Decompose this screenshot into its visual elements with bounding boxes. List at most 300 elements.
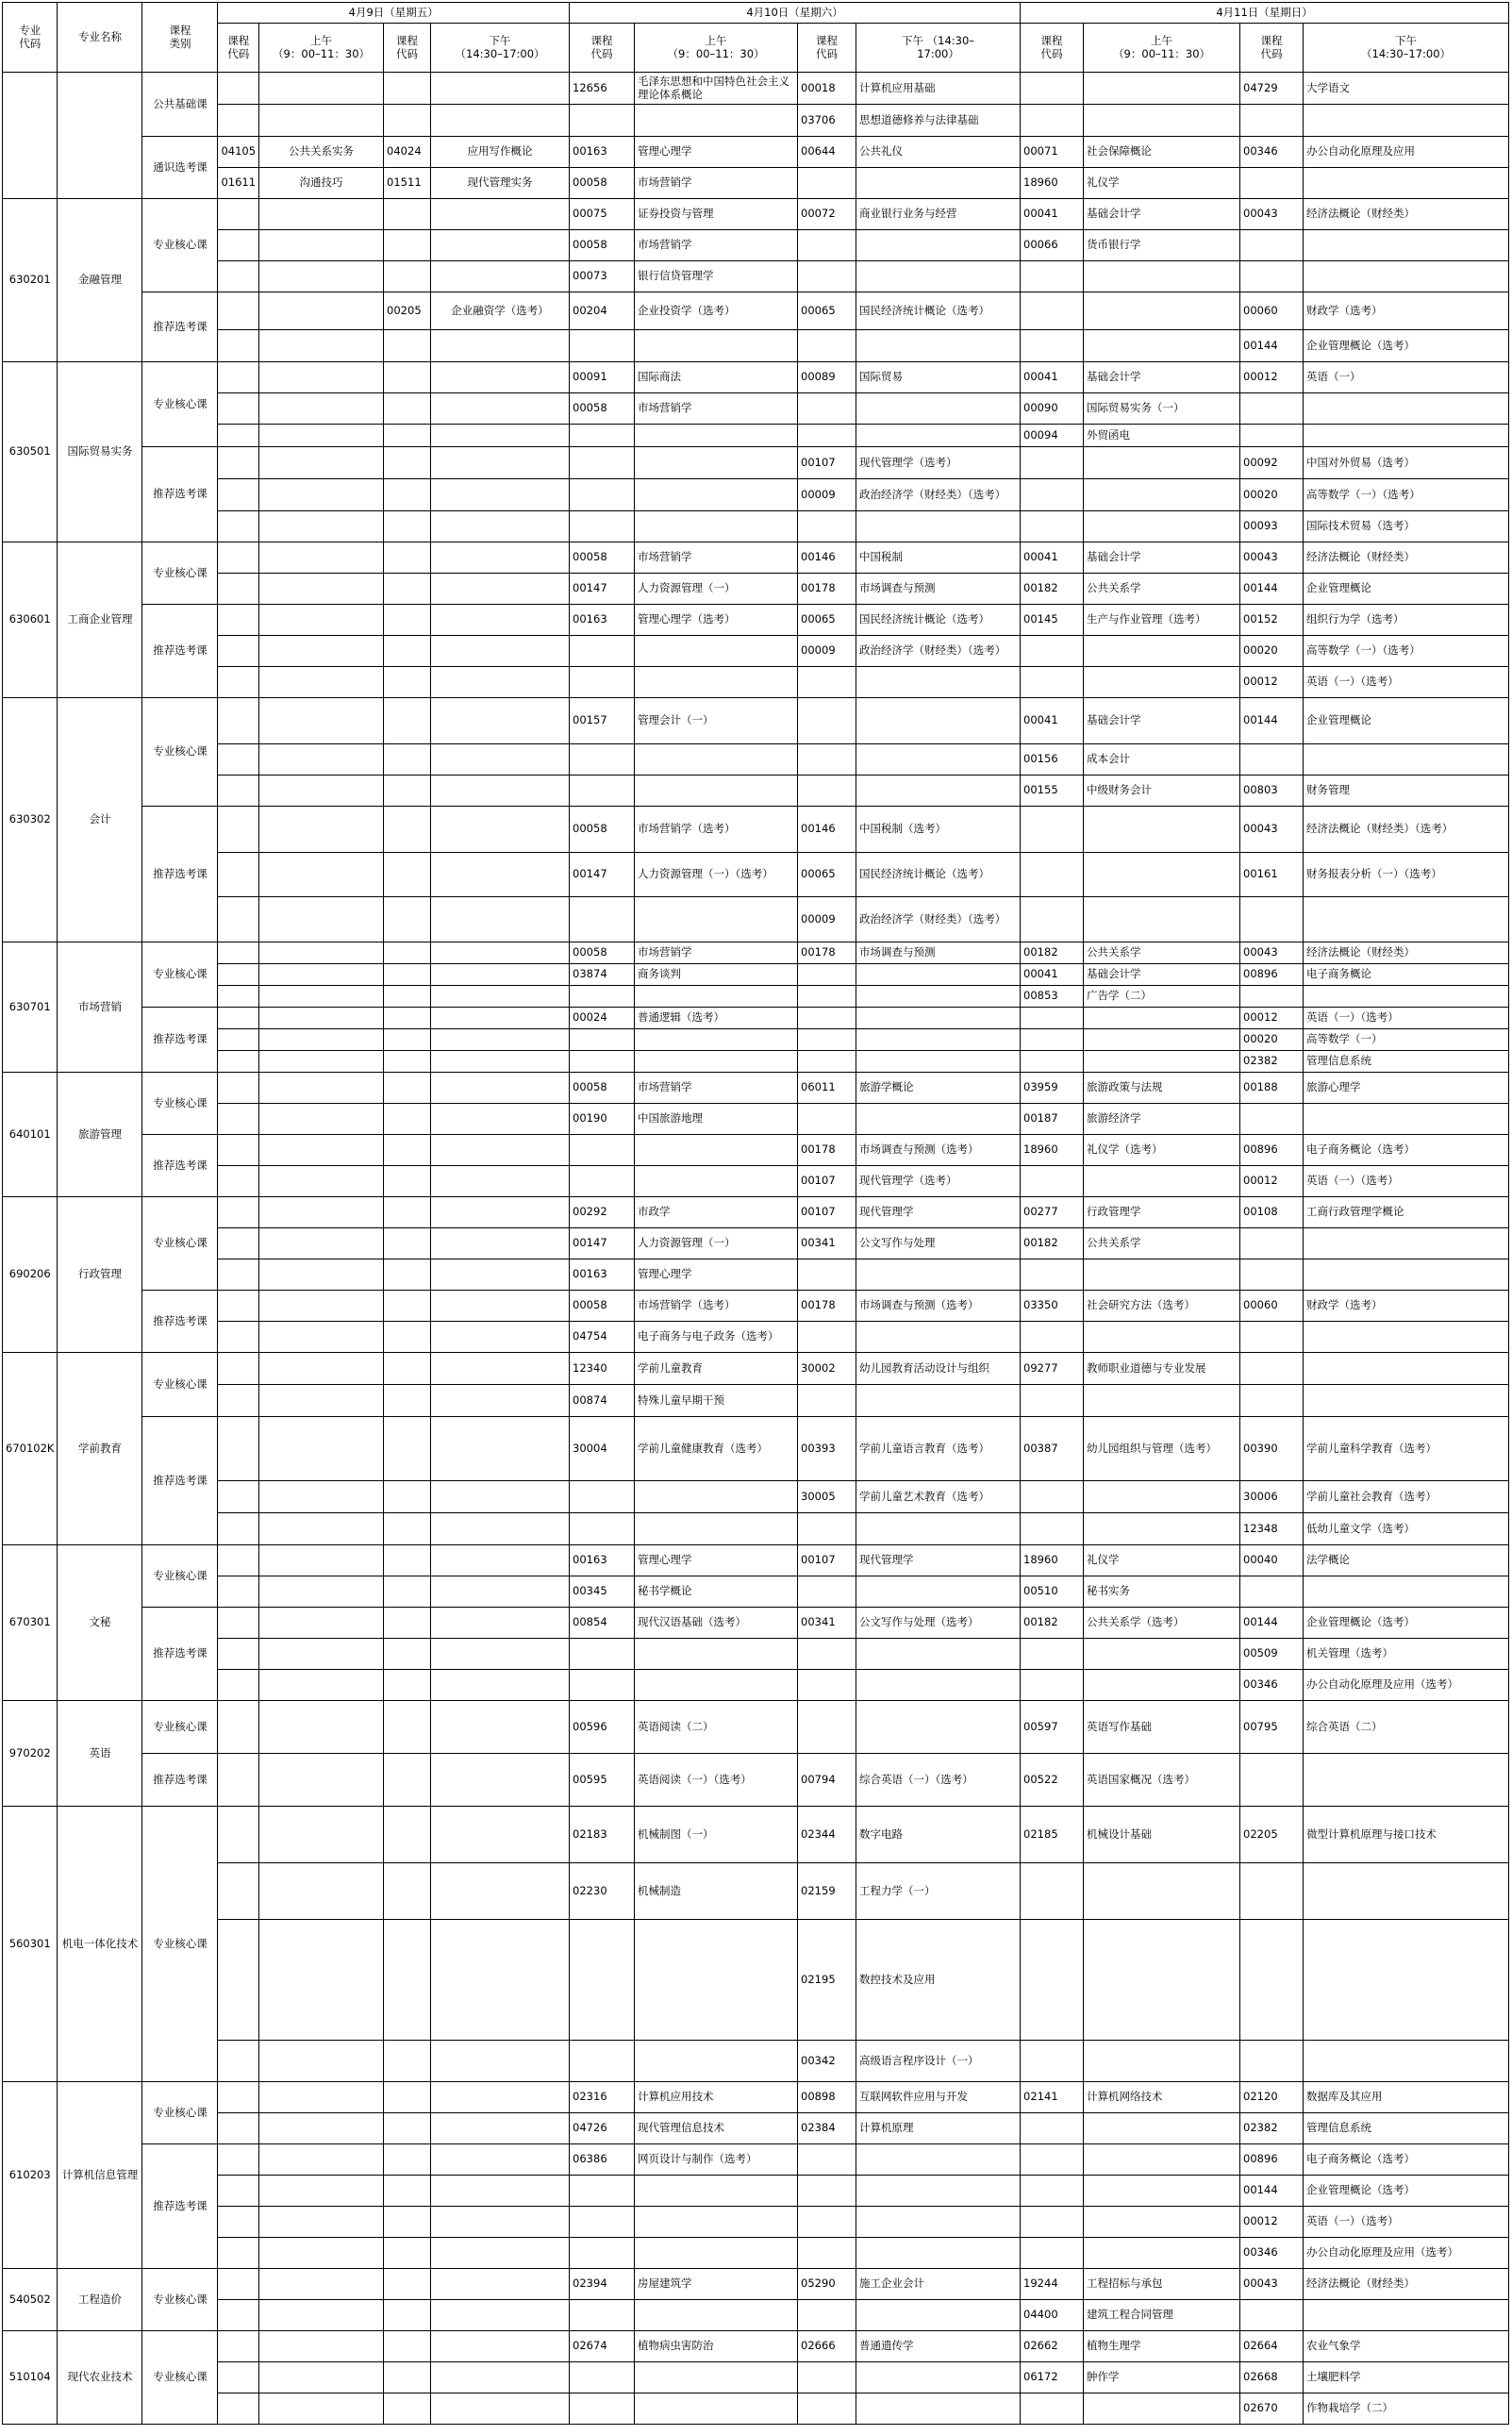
table-row xyxy=(3,1807,1509,1863)
course-name-cell: 植物生理学 xyxy=(1084,2331,1240,2362)
course-code-cell: 00091 xyxy=(570,362,635,393)
day-header-apr10: 4月10日（星期六） xyxy=(570,3,1021,24)
course-name-cell xyxy=(259,292,384,330)
course-name-cell: 行政管理学 xyxy=(1084,1197,1240,1228)
course-code-cell xyxy=(798,964,856,986)
course-code-cell xyxy=(1021,1481,1084,1513)
course-name-cell: 市场营销学 xyxy=(635,542,798,574)
course-name-cell xyxy=(259,261,384,292)
course-name-cell xyxy=(1084,897,1240,942)
course-name-cell: 学前儿童科学教育（选考） xyxy=(1304,1417,1509,1481)
course-code-cell: 00341 xyxy=(798,1608,856,1639)
course-name-cell: 人力资源管理（一） xyxy=(635,574,798,605)
course-name-cell xyxy=(1084,511,1240,542)
course-name-cell xyxy=(856,2238,1021,2269)
course-code-cell: 00071 xyxy=(1021,137,1084,168)
course-name-cell xyxy=(259,897,384,942)
course-code-cell: 00147 xyxy=(570,853,635,897)
course-name-cell xyxy=(856,1639,1021,1670)
course-code-cell: 06386 xyxy=(570,2144,635,2176)
course-code-cell xyxy=(798,2393,856,2425)
course-name-cell: 管理心理学 xyxy=(635,137,798,168)
course-code-cell xyxy=(1240,261,1304,292)
course-code-cell xyxy=(384,1291,431,1322)
course-code-cell xyxy=(798,2362,856,2393)
course-name-cell xyxy=(431,2207,570,2238)
course-code-cell: 02666 xyxy=(798,2331,856,2362)
course-name-cell: 综合英语（一）（选考） xyxy=(856,1754,1021,1807)
table-row xyxy=(3,137,1509,168)
course-name-cell xyxy=(259,1417,384,1481)
course-code-cell xyxy=(218,1008,259,1029)
course-code-cell xyxy=(1240,1104,1304,1135)
course-code-cell xyxy=(570,2393,635,2425)
course-name-cell xyxy=(259,1008,384,1029)
course-code-cell: 00182 xyxy=(1021,942,1084,964)
course-code-cell xyxy=(1021,1259,1084,1291)
course-code-cell: 04400 xyxy=(1021,2300,1084,2331)
course-name-cell: 电子商务概论 xyxy=(1304,964,1509,986)
course-name-cell: 现代管理信息技术 xyxy=(635,2113,798,2144)
course-name-cell xyxy=(856,1513,1021,1545)
course-code-cell: 00107 xyxy=(798,1166,856,1197)
course-name-cell xyxy=(259,986,384,1008)
course-code-cell xyxy=(1240,1754,1304,1807)
table-row xyxy=(3,2238,1509,2269)
course-name-cell xyxy=(259,73,384,105)
course-code-cell: 00898 xyxy=(798,2082,856,2113)
course-name-cell xyxy=(635,2207,798,2238)
course-code-cell: 00065 xyxy=(798,605,856,636)
course-name-cell: 中国税制 xyxy=(856,542,1021,574)
course-code-cell: 00043 xyxy=(1240,2269,1304,2300)
course-name-cell xyxy=(259,2300,384,2331)
course-code-cell xyxy=(1240,1259,1304,1291)
course-name-cell xyxy=(1084,1166,1240,1197)
code-header: 课程 代码 xyxy=(218,24,259,73)
course-name-cell xyxy=(1084,853,1240,897)
course-code-cell xyxy=(218,1135,259,1166)
course-name-cell xyxy=(856,425,1021,447)
major-code-header: 专业 代码 xyxy=(3,3,58,73)
course-code-cell: 00595 xyxy=(570,1754,635,1807)
course-code-cell xyxy=(218,1863,259,1920)
course-code-cell xyxy=(218,2113,259,2144)
course-code-cell: 30006 xyxy=(1240,1481,1304,1513)
course-code-cell xyxy=(384,542,431,574)
course-name-cell: 土壤肥料学 xyxy=(1304,2362,1509,2393)
course-code-cell xyxy=(384,853,431,897)
course-name-cell xyxy=(1084,447,1240,479)
course-code-cell xyxy=(218,511,259,542)
course-code-cell: 00144 xyxy=(1240,1608,1304,1639)
course-code-cell xyxy=(218,1417,259,1481)
course-code-cell xyxy=(384,230,431,261)
course-name-cell: 英语（一）（选考） xyxy=(1304,2207,1509,2238)
course-name-cell xyxy=(431,1920,570,2041)
course-code-cell: 00041 xyxy=(1021,362,1084,393)
course-name-cell xyxy=(259,1545,384,1576)
course-code-cell: 00182 xyxy=(1021,574,1084,605)
course-code-cell xyxy=(218,1166,259,1197)
course-name-cell xyxy=(1304,897,1509,942)
course-code-cell: 00795 xyxy=(1240,1701,1304,1754)
course-code-cell xyxy=(218,2176,259,2207)
course-code-cell xyxy=(218,2331,259,2362)
major-name: 国际贸易实务 xyxy=(58,362,142,542)
course-type: 专业核心课 xyxy=(142,1701,218,1754)
course-code-cell xyxy=(384,105,431,137)
course-code-cell xyxy=(798,1051,856,1073)
table-row xyxy=(3,2331,1509,2362)
course-code-cell xyxy=(384,1166,431,1197)
course-code-cell xyxy=(218,2207,259,2238)
course-code-cell xyxy=(570,2300,635,2331)
course-name-cell xyxy=(259,807,384,853)
course-name-cell xyxy=(259,2082,384,2113)
course-code-cell xyxy=(570,2238,635,2269)
course-name-cell xyxy=(856,698,1021,744)
course-name-cell xyxy=(1084,2176,1240,2207)
course-name-cell xyxy=(635,1481,798,1513)
course-code-cell: 00187 xyxy=(1021,1104,1084,1135)
course-code-cell xyxy=(218,1513,259,1545)
course-name-cell xyxy=(1304,1754,1509,1807)
course-name-cell: 工商行政管理学概论 xyxy=(1304,1197,1509,1228)
course-code-cell: 06011 xyxy=(798,1073,856,1104)
course-name-cell: 毛泽东思想和中国特色社会主义理论体系概论 xyxy=(635,73,798,105)
course-name-cell xyxy=(856,2176,1021,2207)
course-code-cell xyxy=(1021,2393,1084,2425)
course-code-cell: 00090 xyxy=(1021,393,1084,425)
course-name-cell: 礼仪学 xyxy=(1084,168,1240,199)
course-name-cell xyxy=(259,605,384,636)
course-name-cell xyxy=(431,2331,570,2362)
major-name: 金融管理 xyxy=(58,199,142,362)
course-code-cell: 00204 xyxy=(570,292,635,330)
course-code-cell xyxy=(218,636,259,667)
course-code-cell xyxy=(1021,1670,1084,1701)
course-code-cell: 00146 xyxy=(798,542,856,574)
course-name-cell: 商业银行业务与经营 xyxy=(856,199,1021,230)
course-name-cell xyxy=(431,667,570,698)
course-name-cell: 英语国家概况（选考） xyxy=(1084,1754,1240,1807)
major-code: 510104 xyxy=(3,2331,58,2425)
course-code-cell xyxy=(798,511,856,542)
major-name: 机电一体化技术 xyxy=(58,1807,142,2082)
course-name-cell xyxy=(1304,986,1509,1008)
course-code-cell: 00020 xyxy=(1240,479,1304,511)
course-code-cell: 00190 xyxy=(570,1104,635,1135)
course-name-cell xyxy=(259,964,384,986)
course-name-cell xyxy=(1084,1670,1240,1701)
course-code-cell xyxy=(384,362,431,393)
course-name-cell xyxy=(1084,2238,1240,2269)
course-code-cell: 02384 xyxy=(798,2113,856,2144)
course-code-cell xyxy=(384,698,431,744)
course-code-cell xyxy=(218,1701,259,1754)
course-code-cell xyxy=(218,542,259,574)
table-row xyxy=(3,1135,1509,1166)
course-code-cell xyxy=(1021,105,1084,137)
course-code-cell: 02183 xyxy=(570,1807,635,1863)
course-code-cell xyxy=(798,2207,856,2238)
schedule-table xyxy=(2,2,1509,2425)
course-type: 专业核心课 xyxy=(142,362,218,447)
major-code: 630601 xyxy=(3,542,58,698)
course-name-cell: 植物病虫害防治 xyxy=(635,2331,798,2362)
course-name-cell: 计算机应用基础 xyxy=(856,73,1021,105)
table-row xyxy=(3,425,1509,447)
course-name-cell: 普通遗传学 xyxy=(856,2331,1021,2362)
course-code-cell xyxy=(1021,1385,1084,1417)
course-name-cell xyxy=(1084,1029,1240,1051)
day-header-apr11: 4月11日（星期日） xyxy=(1021,3,1509,24)
course-code-cell xyxy=(570,425,635,447)
course-name-cell xyxy=(259,744,384,776)
major-name xyxy=(58,73,142,199)
course-code-cell: 00012 xyxy=(1240,667,1304,698)
course-code-cell: 02195 xyxy=(798,1920,856,2041)
course-name-cell xyxy=(1084,636,1240,667)
course-name-cell xyxy=(431,2300,570,2331)
course-code-cell xyxy=(1021,1029,1084,1051)
course-code-cell: 00163 xyxy=(570,1545,635,1576)
table-row xyxy=(3,2144,1509,2176)
code-header: 课程 代码 xyxy=(384,24,431,73)
course-type: 专业核心课 xyxy=(142,1807,218,2082)
table-row xyxy=(3,2041,1509,2082)
course-code-cell: 00345 xyxy=(570,1576,635,1608)
major-code: 670102K xyxy=(3,1353,58,1545)
course-code-cell xyxy=(218,744,259,776)
course-code-cell: 03874 xyxy=(570,964,635,986)
course-name-cell: 企业管理概论 xyxy=(1304,698,1509,744)
course-name-cell: 电子商务与电子政务（选考） xyxy=(635,1322,798,1353)
major-code: 670301 xyxy=(3,1545,58,1701)
course-code-cell: 00041 xyxy=(1021,199,1084,230)
course-code-cell xyxy=(384,1385,431,1417)
course-name-cell: 企业融资学（选考） xyxy=(431,292,570,330)
course-name-cell xyxy=(259,636,384,667)
course-code-cell xyxy=(384,897,431,942)
course-name-cell xyxy=(431,1008,570,1029)
course-name-cell xyxy=(1084,2041,1240,2082)
table-row xyxy=(3,542,1509,574)
table-row xyxy=(3,1008,1509,1029)
course-code-cell: 00058 xyxy=(570,542,635,574)
table-row xyxy=(3,230,1509,261)
course-code-cell: 00009 xyxy=(798,479,856,511)
major-code: 630302 xyxy=(3,698,58,942)
course-name-cell: 现代管理学 xyxy=(856,1545,1021,1576)
table-row xyxy=(3,698,1509,744)
table-row xyxy=(3,168,1509,199)
course-name-cell xyxy=(259,1322,384,1353)
course-name-cell: 基础会计学 xyxy=(1084,199,1240,230)
course-code-cell xyxy=(218,1322,259,1353)
course-code-cell xyxy=(798,393,856,425)
course-name-cell xyxy=(856,667,1021,698)
course-type: 推荐选考课 xyxy=(142,1608,218,1701)
course-code-cell xyxy=(384,2331,431,2362)
course-code-cell: 00058 xyxy=(570,230,635,261)
course-code-cell: 00058 xyxy=(570,393,635,425)
course-code-cell: 02670 xyxy=(1240,2393,1304,2425)
course-code-cell xyxy=(384,1259,431,1291)
course-code-cell: 00144 xyxy=(1240,330,1304,362)
course-code-cell xyxy=(384,1639,431,1670)
major-name-header: 专业名称 xyxy=(58,3,142,73)
course-name-cell xyxy=(431,542,570,574)
course-name-cell: 公共关系学（选考） xyxy=(1084,1608,1240,1639)
course-code-cell xyxy=(1240,1863,1304,1920)
course-type: 推荐选考课 xyxy=(142,447,218,542)
course-name-cell xyxy=(259,1291,384,1322)
course-name-cell xyxy=(431,199,570,230)
course-name-cell xyxy=(259,1197,384,1228)
major-code: 630701 xyxy=(3,942,58,1073)
course-code-cell: 00144 xyxy=(1240,574,1304,605)
course-name-cell: 管理信息系统 xyxy=(1304,1051,1509,1073)
major-code: 970202 xyxy=(3,1701,58,1807)
course-code-cell xyxy=(384,744,431,776)
course-name-cell: 英语（一）（选考） xyxy=(1304,1166,1509,1197)
course-name-cell xyxy=(635,1513,798,1545)
table-row xyxy=(3,2082,1509,2113)
code-header: 课程 代码 xyxy=(570,24,635,73)
course-code-cell xyxy=(384,330,431,362)
course-code-cell xyxy=(1021,479,1084,511)
course-name-cell xyxy=(1304,1576,1509,1608)
course-name-cell: 公共关系学 xyxy=(1084,1228,1240,1259)
course-name-cell: 国民经济统计概论（选考） xyxy=(856,605,1021,636)
major-name: 会计 xyxy=(58,698,142,942)
major-name: 行政管理 xyxy=(58,1197,142,1353)
course-name-cell xyxy=(856,2207,1021,2238)
course-name-cell: 生产与作业管理（选考） xyxy=(1084,605,1240,636)
course-type: 推荐选考课 xyxy=(142,2144,218,2269)
course-name-cell: 英语（一） xyxy=(1304,362,1509,393)
course-name-cell xyxy=(431,1104,570,1135)
course-code-cell: 00509 xyxy=(1240,1639,1304,1670)
course-name-cell: 国际贸易实务（一） xyxy=(1084,393,1240,425)
course-type: 推荐选考课 xyxy=(142,807,218,942)
course-name-cell xyxy=(259,1670,384,1701)
course-name-cell: 沟通技巧 xyxy=(259,168,384,199)
course-code-cell: 00188 xyxy=(1240,1073,1304,1104)
course-type: 专业核心课 xyxy=(142,2082,218,2144)
course-code-cell xyxy=(1240,1228,1304,1259)
course-code-cell: 00094 xyxy=(1021,425,1084,447)
course-name-cell: 公文写作与处理（选考） xyxy=(856,1608,1021,1639)
course-name-cell: 企业管理概论（选考） xyxy=(1304,330,1509,362)
course-code-cell: 00178 xyxy=(798,574,856,605)
course-code-cell: 00012 xyxy=(1240,362,1304,393)
course-name-cell xyxy=(635,1670,798,1701)
course-code-cell: 30002 xyxy=(798,1353,856,1385)
course-type: 推荐选考课 xyxy=(142,292,218,362)
course-code-cell xyxy=(218,853,259,897)
course-code-cell xyxy=(570,1166,635,1197)
course-name-cell xyxy=(431,230,570,261)
course-code-cell: 00075 xyxy=(570,199,635,230)
course-name-cell: 施工企业会计 xyxy=(856,2269,1021,2300)
course-name-cell xyxy=(259,1807,384,1863)
course-code-cell xyxy=(384,1051,431,1073)
course-name-cell xyxy=(1084,1008,1240,1029)
course-name-cell xyxy=(856,1029,1021,1051)
course-code-cell xyxy=(1021,1639,1084,1670)
code-header: 课程 代码 xyxy=(1021,24,1084,73)
course-code-cell: 09277 xyxy=(1021,1353,1084,1385)
course-code-cell xyxy=(218,1259,259,1291)
course-code-cell xyxy=(798,776,856,807)
course-code-cell xyxy=(384,1353,431,1385)
course-name-cell xyxy=(1304,1322,1509,1353)
course-name-cell xyxy=(431,2144,570,2176)
course-code-cell: 00522 xyxy=(1021,1754,1084,1807)
course-name-cell: 机关管理（选考） xyxy=(1304,1639,1509,1670)
course-name-cell xyxy=(635,986,798,1008)
table-row xyxy=(3,73,1509,105)
course-name-cell: 现代管理学（选考） xyxy=(856,447,1021,479)
major-name: 市场营销 xyxy=(58,942,142,1073)
course-code-cell: 00156 xyxy=(1021,744,1084,776)
course-name-cell xyxy=(259,2331,384,2362)
course-code-cell xyxy=(1021,1008,1084,1029)
course-name-cell xyxy=(1084,1481,1240,1513)
course-code-cell xyxy=(218,479,259,511)
course-code-cell xyxy=(570,986,635,1008)
course-name-cell xyxy=(259,330,384,362)
course-code-cell: 00510 xyxy=(1021,1576,1084,1608)
course-code-cell: 01611 xyxy=(218,168,259,199)
course-name-cell xyxy=(1304,1385,1509,1417)
course-code-cell xyxy=(1021,1863,1084,1920)
course-code-cell: 00152 xyxy=(1240,605,1304,636)
course-code-cell xyxy=(1021,1051,1084,1073)
table-row xyxy=(3,964,1509,986)
course-type: 推荐选考课 xyxy=(142,1754,218,1807)
course-type: 专业核心课 xyxy=(142,1545,218,1608)
course-name-cell xyxy=(259,1073,384,1104)
course-name-cell: 学前儿童教育 xyxy=(635,1353,798,1385)
course-code-cell: 00803 xyxy=(1240,776,1304,807)
course-name-cell xyxy=(431,393,570,425)
course-code-cell xyxy=(384,511,431,542)
course-type: 专业核心课 xyxy=(142,698,218,807)
major-name: 文秘 xyxy=(58,1545,142,1701)
table-row xyxy=(3,776,1509,807)
day-header-apr9: 4月9日（星期五） xyxy=(218,3,570,24)
course-name-cell xyxy=(431,574,570,605)
course-name-cell xyxy=(1084,73,1240,105)
course-name-cell: 中国对外贸易（选考） xyxy=(1304,447,1509,479)
course-code-cell xyxy=(384,1701,431,1754)
course-name-cell xyxy=(856,1259,1021,1291)
course-code-cell xyxy=(1021,292,1084,330)
course-code-cell: 18960 xyxy=(1021,1545,1084,1576)
course-code-cell xyxy=(1021,1166,1084,1197)
course-code-cell xyxy=(384,1008,431,1029)
course-name-cell xyxy=(259,1385,384,1417)
course-code-cell xyxy=(218,667,259,698)
course-name-cell: 货币银行学 xyxy=(1084,230,1240,261)
course-code-cell xyxy=(1021,73,1084,105)
course-code-cell: 00146 xyxy=(798,807,856,853)
course-name-cell: 成本会计 xyxy=(1084,744,1240,776)
